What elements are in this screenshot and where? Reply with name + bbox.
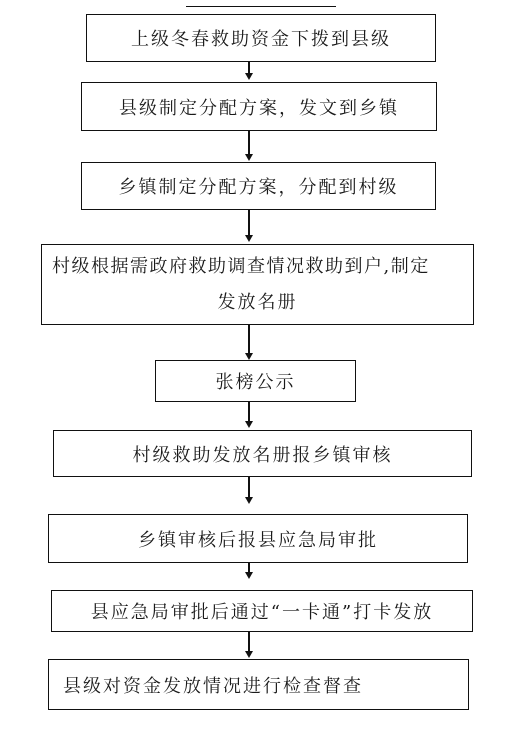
step-3-label: 乡镇制定分配方案，分配到村级	[118, 177, 399, 198]
step-7-label: 乡镇审核后报县应急局审批	[138, 529, 378, 551]
step-3-box	[81, 162, 436, 210]
step-4-label-line-2: 发放名册	[217, 291, 298, 313]
step-6-box	[53, 430, 472, 477]
step-2-label: 县级制定分配方案，发文到乡镇	[119, 97, 399, 119]
step-9-label: 县级对资金发放情况进行检查督查	[63, 675, 363, 697]
step-7-box	[48, 514, 468, 563]
step-8-box	[51, 590, 473, 632]
step-4-box	[41, 244, 474, 325]
step-1-label: 上级冬春救助资金下拨到县级	[131, 29, 391, 50]
step-1-box	[86, 14, 436, 62]
step-5-label: 张榜公示	[215, 372, 296, 393]
step-2-box	[81, 82, 437, 131]
step-6-label: 村级救助发放名册报乡镇审核	[132, 444, 393, 466]
step-8-label: 县应急局审批后通过“一卡通”打卡发放	[90, 602, 434, 623]
step-5-box	[155, 360, 356, 402]
step-4-label-line-1: 村级根据需政府救助调查情况救助到户,制定	[52, 255, 430, 277]
cropped-top-element	[186, 0, 336, 7]
step-9-box	[48, 659, 469, 710]
